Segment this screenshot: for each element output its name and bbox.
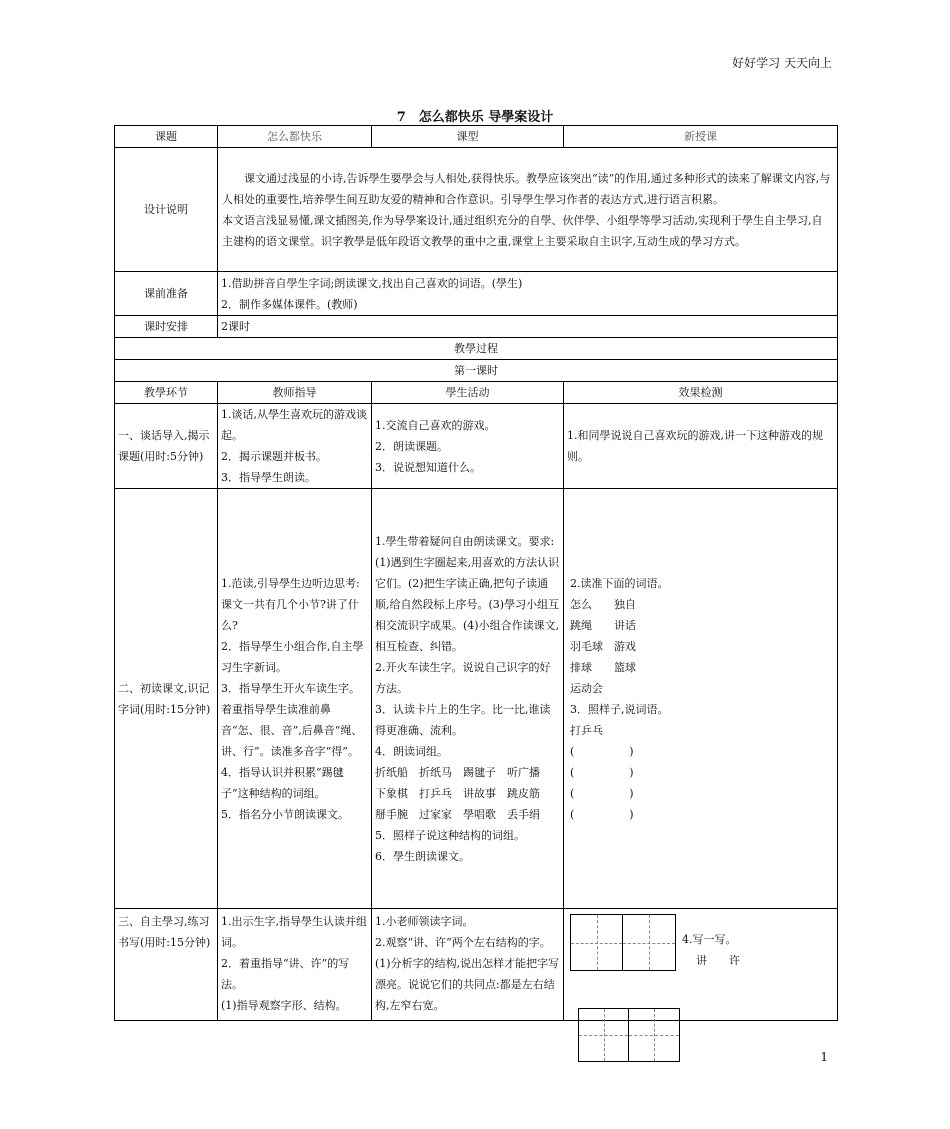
student-cell — [372, 489, 564, 909]
stage-cell: 一、谈话导入,揭示课题(用时:5分钟) — [115, 404, 218, 489]
teacher-step: 3．指导學生开火车读生字。着重指导學生读准前鼻音“怎、很、音”,后鼻音“绳、讲、行”。读准多音字“得”。 — [221, 681, 363, 758]
prep-item-2: 2．制作多媒体课件。(教师) — [221, 297, 358, 311]
student-step: 掰手腕 过家家 學唱歌 丢手绢 — [375, 807, 540, 821]
column-header-check: 效果检测 — [564, 382, 838, 404]
student-step: 1.小老师领读字词。 — [375, 915, 474, 928]
teacher-cell — [218, 404, 372, 489]
teacher-cell — [218, 909, 372, 1021]
stage-cell: 三、自主學习,练习书写(用时:15分钟) — [115, 909, 218, 1021]
check-item: 排球 篮球 — [570, 660, 636, 674]
document-title: 7 怎么都快乐 导學案设计 — [396, 110, 554, 125]
teacher-step: (1)指导观察字形、结构。 — [221, 999, 347, 1012]
student-cell — [372, 404, 564, 489]
teacher-step: 1.出示生字,指导學生认读并组词。 — [221, 915, 367, 949]
teacher-step: 1.谈话,从學生喜欢玩的游戏谈起。 — [221, 408, 367, 442]
student-step: 4．朗读词组。 — [375, 744, 448, 758]
check-item: 3．照样子,说词语。 — [570, 702, 669, 716]
column-header-teacher: 教师指导 — [218, 382, 372, 404]
column-header-stage: 教學环节 — [115, 382, 218, 404]
schedule-label: 课时安排 — [115, 316, 218, 338]
check-item: 跳绳 讲话 — [570, 618, 636, 632]
student-step: 折纸船 折纸马 踢毽子 听广播 — [375, 765, 540, 779]
page-number: 1 — [820, 1050, 828, 1064]
design-description — [218, 148, 838, 272]
check-item: ( ) — [570, 744, 634, 758]
check-cell — [564, 404, 838, 489]
teacher-cell — [218, 489, 372, 909]
check-item: ( ) — [570, 786, 634, 800]
design-paragraph-2: 本文语言浅显易懂,课文插图美,作为导學案设计,通过组织充分的自學、伙伴學、小组學等學习活动,实现利于學生自主學习,自主建构的语文课堂。识字教學是低年段语文教學的重中之重,课堂上主要采取自主识字,互动生成的學习方式。 — [222, 213, 823, 248]
student-step: 1.學生带着疑问自由朗读课文。要求:(1)遇到生字圈起来,用喜欢的方法认识它们。(2)把生字读正确,把句子读通顺,给自然段标上序号。(3)學习小组互相交流识字成果。(4)小组合作读课文,相互检查、纠错。 — [375, 534, 560, 653]
prep-label: 课前准备 — [115, 272, 218, 316]
teacher-step: 3．指导學生朗读。 — [221, 471, 316, 484]
teacher-step: 2．指导學生小组合作,自主學习生字新词。 — [221, 639, 364, 674]
check-item: 羽毛球 游戏 — [570, 639, 636, 653]
topic-value: 怎么都快乐 — [218, 126, 372, 148]
check-item: 2.读准下面的词语。 — [570, 576, 669, 590]
student-step: 5．照样子说这种结构的词组。 — [375, 828, 525, 842]
student-step: 2.观察“讲、许”两个左右结构的字。(1)分析字的结构,说出怎样才能把字写漂亮。说说它们的共同点:都是左右结构,左窄右宽。 — [375, 936, 560, 1012]
teacher-step: 2．揭示课题并板书。 — [221, 450, 327, 463]
teacher-step: 1.范读,引导學生边听边思考:课文一共有几个小节?讲了什么? — [221, 576, 360, 632]
check-item: ( ) — [570, 765, 634, 779]
check-item: 运动会 — [570, 681, 603, 695]
stage-cell: 二、初读课文,识记字词(用时:15分钟) — [115, 489, 218, 909]
student-step: 1.交流自己喜欢的游戏。 — [375, 418, 496, 432]
check-item: 打乒乓 — [570, 723, 603, 737]
lesson-plan-table — [114, 125, 838, 1021]
check-item: 4.写一写。 — [682, 933, 737, 946]
type-value: 新授课 — [564, 126, 838, 148]
writing-grid-top — [570, 914, 676, 971]
schedule-value: 2课时 — [218, 316, 838, 338]
teacher-step: 2．着重指导“讲、许”的写法。 — [221, 957, 350, 991]
student-step: 3．说说想知道什么。 — [375, 460, 481, 474]
writing-grid-bottom — [578, 1008, 680, 1062]
teacher-step: 4．指导认识并积累“踢毽子”这种结构的词组。 — [221, 765, 344, 800]
prep-item-1: 1.借助拼音自學生字词;朗读课文,找出自己喜欢的词语。(學生) — [221, 276, 523, 290]
prep-content — [218, 272, 838, 316]
process-title: 教學过程 — [115, 338, 838, 360]
student-step: 3．认读卡片上的生字。比一比,谁读得更准确、流利。 — [375, 702, 551, 737]
check-item: ( ) — [570, 807, 634, 821]
teacher-step: 5．指名分小节朗读课文。 — [221, 807, 349, 821]
topic-label: 课题 — [115, 126, 218, 148]
column-header-student: 學生活动 — [372, 382, 564, 404]
type-label: 课型 — [372, 126, 564, 148]
check-cell — [564, 489, 838, 909]
student-cell — [372, 909, 564, 1021]
header-motto: 好好学习 天天向上 — [732, 56, 832, 70]
student-step: 6．學生朗读课文。 — [375, 849, 470, 863]
check-item: 怎么 独自 — [570, 597, 636, 611]
lesson-title: 第一课时 — [115, 360, 838, 382]
design-paragraph-1: 课文通过浅显的小诗,告诉學生要學会与人相处,获得快乐。教學应该突出“读”的作用,通过多种形式的读来了解课文内容,与人相处的重要性,培养學生间互助友爱的精神和合作意识。引导學生學习作者的表达方式,进行语言积累。 — [222, 171, 831, 206]
check-item: 讲 许 — [696, 954, 740, 967]
student-step: 2．朗读课题。 — [375, 439, 448, 453]
design-label: 设计说明 — [115, 148, 218, 272]
student-step: 2.开火车读生字。说说自己识字的好方法。 — [375, 660, 551, 695]
student-step: 下象棋 打乒乓 讲故事 跳皮筋 — [375, 786, 540, 800]
check-item: 1.和同學说说自己喜欢玩的游戏,讲一下这种游戏的规则。 — [567, 429, 823, 463]
